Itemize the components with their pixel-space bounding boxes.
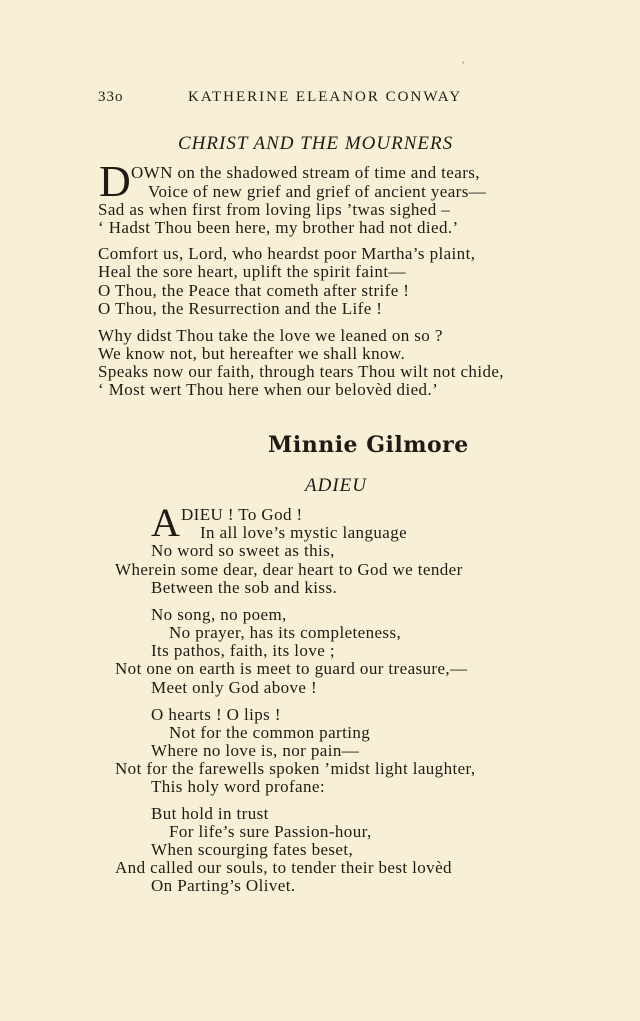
page-speck: ′ xyxy=(462,58,465,72)
poem1-line: O Thou, the Resurrection and the Life ! xyxy=(98,299,383,318)
poem1-title: CHRIST AND THE MOURNERS xyxy=(178,133,454,154)
poem2-line: This holy word profane: xyxy=(151,777,325,796)
poem2-line: But hold in trust xyxy=(151,804,269,823)
poem2-line: O hearts ! O lips ! xyxy=(151,705,281,724)
poem1-line: Comfort us, Lord, who heardst poor Martha’s plaint, xyxy=(98,244,476,263)
poem2-line: DIEU ! To God ! xyxy=(181,505,303,524)
poem1-line: ‘ Most wert Thou here when our belovèd died.’ xyxy=(98,380,439,399)
running-head: KATHERINE ELEANOR CONWAY xyxy=(188,89,463,105)
poem2-line: Wherein some dear, dear heart to God we tender xyxy=(115,560,463,579)
poem1-line: O Thou, the Peace that cometh after strife ! xyxy=(98,281,410,300)
poem2-line: And called our souls, to tender their best lovèd xyxy=(115,858,452,877)
poem1-line: Speaks now our faith, through tears Thou wilt not chide, xyxy=(98,362,504,381)
poem1-line: We know not, but hereafter we shall know. xyxy=(98,344,406,363)
poem1-drop-cap: D xyxy=(99,157,131,206)
poem1-line: Heal the sore heart, uplift the spirit faint— xyxy=(98,262,406,281)
poem2-drop-cap: A xyxy=(151,500,180,545)
poem2-line: Meet only God above ! xyxy=(151,678,318,697)
poem2-line: No prayer, has its completeness, xyxy=(169,623,402,642)
page-number: 33o xyxy=(98,89,124,105)
poem1-line: Sad as when first from loving lips ’twas sighed – xyxy=(98,200,451,219)
poem1-line: Voice of new grief and grief of ancient years— xyxy=(148,182,487,201)
poem2-line: Between the sob and kiss. xyxy=(151,578,338,597)
poem2-line: When scourging fates beset, xyxy=(151,840,354,859)
poem1-line: ‘ Hadst Thou been here, my brother had not died.’ xyxy=(98,218,459,237)
poem2-line: In all love’s mystic language xyxy=(200,523,408,542)
poem2-line: No song, no poem, xyxy=(151,605,287,624)
poem2-line: Its pathos, faith, its love ; xyxy=(151,641,335,660)
author-name: Minnie Gilmore xyxy=(268,432,469,458)
poem2-line: Not one on earth is meet to guard our treasure,— xyxy=(115,659,468,678)
poem2-line: On Parting’s Olivet. xyxy=(151,876,296,895)
poem1-line: Why didst Thou take the love we leaned on so ? xyxy=(98,326,443,345)
poem2-line: Where no love is, nor pain— xyxy=(151,741,360,760)
poem1-line: OWN on the shadowed stream of time and tears, xyxy=(131,163,480,182)
poem2-title: ADIEU xyxy=(305,475,367,496)
poem2-line: Not for the common parting xyxy=(169,723,371,742)
poem2-line: Not for the farewells spoken ’midst light laughter, xyxy=(115,759,476,778)
poem2-line: No word so sweet as this, xyxy=(151,541,335,560)
poem2-line: For life’s sure Passion-hour, xyxy=(169,822,372,841)
